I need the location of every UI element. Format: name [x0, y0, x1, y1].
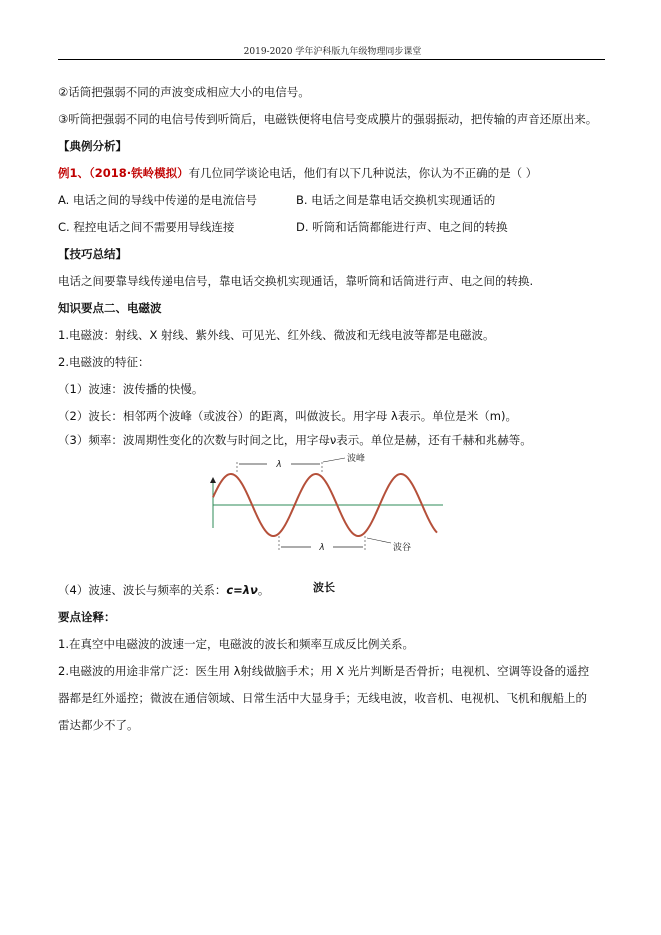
- option-b: B. 电话之间是靠电话交换机实现通话的: [296, 193, 496, 207]
- kp-item-2: 2.电磁波的特征：: [58, 355, 150, 369]
- note-2-line-2: 器都是红外遥控；微波在通信领域、日常生活中大显身手；无线电波，收音机、电视机、飞机和舰船上的: [58, 691, 587, 705]
- trough-label: 波谷: [393, 543, 412, 553]
- note-2-line-1: 2.电磁波的用途非常广泛：医生用 λ射线做脑手术；用 X 光片判断是否骨折；电视机、空调等设备的遥控: [58, 664, 590, 678]
- wave-diagram: [205, 448, 455, 573]
- skill-text: 电话之间要靠导线传递电信号，靠电话交换机实现通话，靠听筒和话筒进行声、电之间的转换.: [58, 274, 534, 288]
- example-label: 例1、（2018·铁岭模拟）: [58, 166, 189, 180]
- option-a: A. 电话之间的导线中传递的是电流信号: [58, 193, 257, 207]
- kp-item-1: 1.电磁波：射线、X 射线、紫外线、可见光、红外线、微波和无线电波等都是电磁波。: [58, 328, 495, 342]
- heading-example: 【典例分析】: [58, 139, 127, 153]
- trough-pointer: [367, 538, 391, 543]
- header-rule: [58, 59, 605, 60]
- paragraph-mic: ②话筒把强弱不同的声波变成相应大小的电信号。: [58, 85, 310, 99]
- relation-formula: c=λν: [226, 583, 258, 597]
- example-text: 有几位同学谈论电话，他们有以下几种说法，你认为不正确的是（ ）: [188, 166, 538, 180]
- note-2-line-3: 雷达都少不了。: [58, 718, 139, 732]
- crest-label: 波峰: [347, 454, 366, 464]
- example-question: [58, 165, 537, 181]
- paragraph-earpiece: ③听筒把强弱不同的电信号传到听筒后，电磁铁便将电信号变成膜片的强弱振动，把传输的声音还原出来。: [58, 112, 598, 126]
- relation-end: 。: [257, 583, 270, 597]
- relation-text: （4）波速、波长与频率的关系：: [58, 583, 227, 597]
- kp-relation: [58, 582, 269, 598]
- note-1: 1.在真空中电磁波的波速一定，电磁波的波长和频率互成反比例关系。: [58, 637, 414, 651]
- lambda-bottom-label: λ: [319, 543, 325, 553]
- kp-frequency: （3）频率：波周期性变化的次数与时间之比，用字母ν表示。单位是赫，还有千赫和兆赫等。: [58, 433, 532, 447]
- page-header: 2019-2020 学年沪科版九年级物理同步课堂: [243, 47, 422, 57]
- heading-skill: 【技巧总结】: [58, 247, 127, 261]
- crest-pointer: [323, 458, 345, 462]
- kp-speed: （1）波速：波传播的快慢。: [58, 382, 204, 396]
- option-c: C. 程控电话之间不需要用导线连接: [58, 220, 235, 234]
- lambda-top-label: λ: [276, 460, 282, 470]
- knowledge-point-title: 知识要点二、电磁波: [58, 301, 162, 315]
- kp-wavelength: （2）波长：相邻两个波峰（或波谷）的距离，叫做波长。用字母 λ表示。单位是米（m)。: [58, 409, 517, 423]
- notes-title: 要点诠释：: [58, 610, 116, 624]
- option-d: D. 听筒和话筒都能进行声、电之间的转换: [296, 220, 508, 234]
- figure-caption: 波长: [313, 581, 335, 594]
